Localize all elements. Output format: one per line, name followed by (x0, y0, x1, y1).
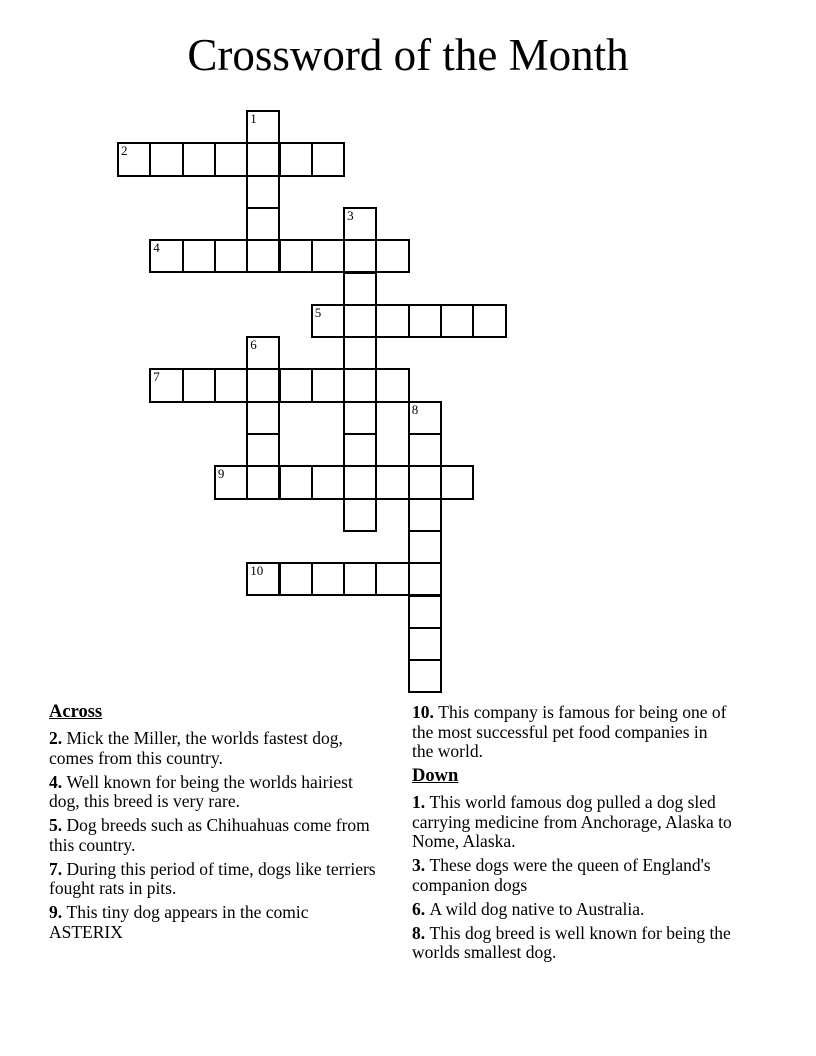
clue-4: 4. Well known for being the worlds hairiest dog, this breed is very rare. (49, 771, 353, 811)
clues-column-left (49, 700, 382, 947)
grid-cell[interactable] (214, 239, 248, 273)
grid-cell[interactable] (279, 142, 313, 176)
grid-cell[interactable] (343, 368, 377, 402)
clue-9: 9. This tiny dog appears in the comic ASTERIX (49, 902, 309, 942)
clue-1: 1. This world famous dog pulled a dog sled carrying medicine from Anchorage, Alaska to Nome, Alaska. (412, 792, 732, 851)
grid-cell[interactable] (117, 142, 151, 176)
grid-cell[interactable] (182, 368, 216, 402)
grid-cell[interactable] (279, 368, 313, 402)
grid-cell[interactable] (311, 239, 345, 273)
grid-cell[interactable] (149, 368, 183, 402)
grid-cell[interactable] (279, 465, 313, 499)
grid-cell[interactable] (375, 368, 409, 402)
clue-10: 10. This company is famous for being one of the most successful pet food companies in the world. (412, 702, 727, 761)
across-heading: Across (49, 702, 103, 722)
cell-number: 5 (314, 304, 322, 320)
clue-number: 8. (412, 922, 430, 943)
cell-number: 3 (347, 207, 354, 223)
grid-cell[interactable] (246, 401, 280, 435)
grid-cell[interactable] (408, 627, 442, 661)
clue-8: 8. This dog breed is well known for being the worlds smallest dog. (412, 922, 731, 962)
grid-cell[interactable] (408, 433, 442, 467)
clue-number: 10. (412, 702, 439, 722)
grid-cell[interactable] (246, 110, 280, 144)
grid-cell[interactable] (214, 142, 248, 176)
cell-number: 1 (250, 111, 257, 126)
grid-cell[interactable] (408, 530, 442, 564)
clue-number: 5. (49, 815, 67, 835)
grid-cell[interactable] (375, 562, 409, 596)
grid-cell[interactable] (182, 142, 216, 176)
clue-3: 3. These dogs were the queen of England's companion dogs (412, 855, 711, 895)
grid-cell[interactable] (343, 336, 377, 370)
grid-cell[interactable] (246, 142, 280, 176)
grid-cell[interactable] (408, 498, 442, 532)
grid-cell[interactable] (440, 465, 474, 499)
clue-number: 2. (49, 728, 67, 748)
grid-cell[interactable] (343, 304, 377, 338)
grid-cell[interactable] (472, 304, 506, 338)
cell-number: 10 (250, 563, 264, 579)
grid-cell[interactable] (408, 659, 442, 693)
grid-cell[interactable] (375, 239, 409, 273)
grid-cell[interactable] (246, 239, 280, 273)
cell-number: 8 (411, 401, 419, 417)
clue-number: 1. (412, 792, 430, 812)
grid-cell[interactable] (246, 465, 280, 499)
grid-cell[interactable] (408, 304, 442, 338)
grid-cell[interactable] (408, 401, 442, 435)
clue-7: 7. During this period of time, dogs like terriers fought rats in pits. (49, 858, 376, 898)
grid-cell[interactable] (246, 368, 280, 402)
grid-cell[interactable] (343, 562, 377, 596)
clue-number: 3. (412, 855, 430, 875)
clue-number: 7. (49, 858, 67, 879)
grid-cell[interactable] (311, 562, 345, 596)
grid-cell[interactable] (182, 239, 216, 273)
grid-cell[interactable] (246, 433, 280, 467)
grid-cell[interactable] (343, 465, 377, 499)
grid-cell[interactable] (343, 401, 377, 435)
grid-cell[interactable] (214, 368, 248, 402)
grid-cell[interactable] (246, 562, 280, 596)
grid-cell[interactable] (375, 465, 409, 499)
grid-cell[interactable] (311, 368, 345, 402)
grid-cell[interactable] (343, 207, 377, 241)
grid-cell[interactable] (214, 465, 248, 499)
grid-cell[interactable] (408, 465, 442, 499)
grid-cell[interactable] (343, 272, 377, 306)
grid-cell[interactable] (279, 239, 313, 273)
clue-number: 6. (412, 898, 430, 919)
cell-number: 6 (250, 337, 257, 353)
grid-cell[interactable] (149, 239, 183, 273)
clue-number: 9. (49, 902, 67, 922)
page-title: Crossword of the Month (187, 30, 629, 80)
grid-cell[interactable] (246, 336, 280, 370)
clue-number: 4. (49, 771, 67, 792)
cell-number: 9 (217, 466, 225, 482)
grid-cell[interactable] (408, 562, 442, 596)
grid-cell[interactable] (343, 239, 377, 273)
grid-cell[interactable] (408, 595, 442, 629)
down-heading: Down (412, 766, 459, 786)
grid-cell[interactable] (440, 304, 474, 338)
grid-cell[interactable] (279, 562, 313, 596)
clue-6: 6. A wild dog native to Australia. (412, 898, 645, 919)
grid-cell[interactable] (311, 304, 345, 338)
clue-5: 5. Dog breeds such as Chihuahuas come from this country. (49, 815, 370, 855)
cell-number: 2 (121, 143, 128, 159)
grid-cell[interactable] (246, 207, 280, 241)
grid-cell[interactable] (343, 498, 377, 532)
clues-column-right (412, 700, 732, 967)
cell-number: 7 (153, 369, 160, 385)
grid-cell[interactable] (375, 304, 409, 338)
grid-cell[interactable] (311, 142, 345, 176)
grid-cell[interactable] (343, 433, 377, 467)
grid-cell[interactable] (246, 175, 280, 209)
grid-cell[interactable] (311, 465, 345, 499)
grid-cell[interactable] (149, 142, 183, 176)
cell-number: 4 (153, 240, 160, 256)
clue-2: 2. Mick the Miller, the worlds fastest dog, comes from this country. (49, 728, 343, 768)
